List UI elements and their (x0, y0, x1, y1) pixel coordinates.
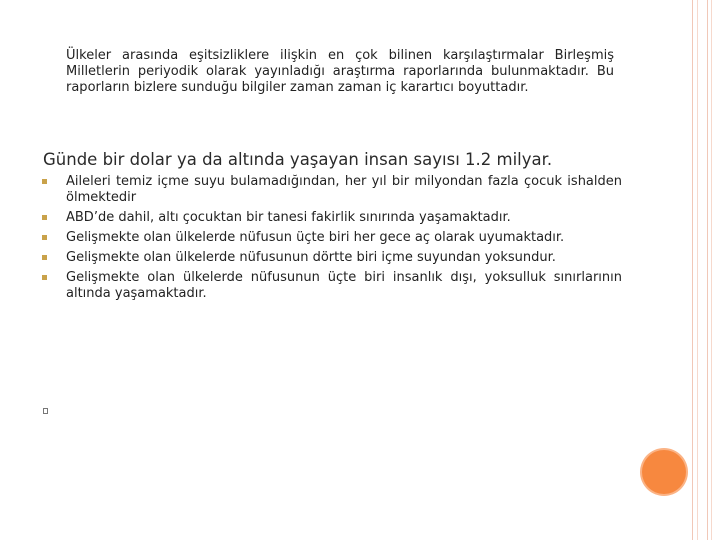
bullet-item (42, 270, 622, 302)
frame-line-left (692, 0, 693, 540)
bullet-text: ABD’de dahil, altı çocuktan bir tanesi fakirlik sınırında yaşamaktadır. (66, 210, 511, 225)
bullet-text: Gelişmekte olan ülkelerde nüfusunun üçte biri insanlık dışı, yoksulluk sınırlarının altında yaşamaktadır. (66, 270, 622, 301)
bullet-item (42, 174, 622, 206)
bullet-text: Gelişmekte olan ülkelerde nüfusunun dörtte biri içme suyundan yoksundur. (66, 250, 556, 265)
bullet-icon (42, 255, 47, 260)
empty-bullet-icon (43, 408, 48, 414)
bullet-text: Gelişmekte olan ülkelerde nüfusun üçte biri her gece aç olarak uyumaktadır. (66, 230, 565, 245)
frame-line-inner-1 (697, 0, 698, 540)
bullet-item (42, 230, 622, 246)
intro-paragraph: Ülkeler arasında eşitsizliklere ilişkin en çok bilinen karşılaştırmalar Birleşmiş Milletlerin periyodik olarak yayınladığı araştırma raporlarında bulunmaktadır. Bu raporların bizlere sunduğu bilgiler zaman zaman iç karartıcı boyuttadır. (66, 48, 614, 95)
bullet-icon (42, 179, 47, 184)
bullet-item (42, 250, 622, 266)
decorative-circle (642, 450, 686, 494)
bullet-text: Aileleri temiz içme suyu bulamadığından, her yıl bir milyondan fazla çocuk ishalden ölmektedir (66, 174, 622, 205)
bullet-icon (42, 235, 47, 240)
frame-line-right (707, 0, 708, 540)
bullet-icon (42, 275, 47, 280)
bullet-item (42, 210, 622, 226)
bullet-icon (42, 215, 47, 220)
bullet-list (42, 174, 622, 302)
slide-heading: Günde bir dolar ya da altında yaşayan insan sayısı 1.2 milyar. (43, 150, 553, 169)
frame-line-inner-2 (711, 0, 712, 540)
